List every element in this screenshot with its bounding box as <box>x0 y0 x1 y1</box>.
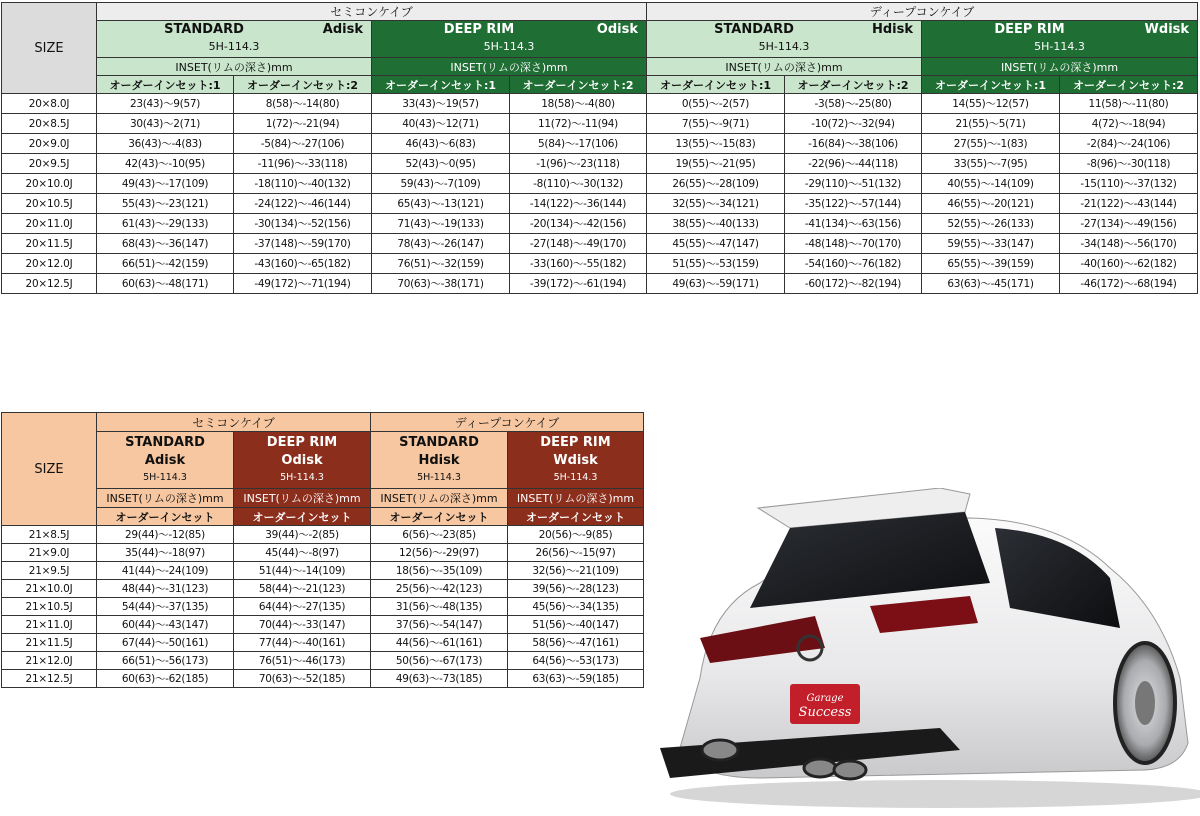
inset-range-cell: 30(43)～2(71) <box>97 114 234 134</box>
table-row <box>2 134 1198 154</box>
inset-range-cell: 37(56)～-54(147) <box>371 616 508 634</box>
model-disk: Hdisk <box>418 453 460 468</box>
inset-range-cell: -21(122)～-43(144) <box>1060 194 1198 214</box>
inset-range-cell: 26(55)～-28(109) <box>647 174 785 194</box>
inset-range-cell: 18(56)～-35(109) <box>371 562 508 580</box>
inset-range-cell: -33(160)～-55(182) <box>510 254 647 274</box>
inset-range-cell: 42(43)～-10(95) <box>97 154 234 174</box>
inset-label: INSET(リムの深さ)mm <box>508 489 644 508</box>
order-inset-1: オーダーインセット:1 <box>647 76 785 94</box>
order-inset: オーダーインセット <box>97 508 234 526</box>
inset-label: INSET(リムの深さ)mm <box>97 489 234 508</box>
inset-range-cell: 64(56)～-53(173) <box>508 652 644 670</box>
inset-range-cell: 38(55)～-40(133) <box>647 214 785 234</box>
inset-range-cell: 58(44)～-21(123) <box>234 580 371 598</box>
inset-range-cell: 39(56)～-28(123) <box>508 580 644 598</box>
inset-label: INSET(リムの深さ)mm <box>234 489 371 508</box>
inset-range-cell: -40(160)～-62(182) <box>1060 254 1198 274</box>
inset-range-cell: 25(56)～-42(123) <box>371 580 508 598</box>
group-deep-concave: ディープコンケイブ <box>647 3 1198 21</box>
inset-range-cell: 65(43)～-13(121) <box>372 194 510 214</box>
inset-range-cell: -49(172)～-71(194) <box>234 274 372 294</box>
inset-range-cell: 71(43)～-19(133) <box>372 214 510 234</box>
size-cell: 20×12.5J <box>2 274 97 294</box>
model-pcd: 5H-114.3 <box>280 472 324 483</box>
size-header: SIZE <box>2 3 97 94</box>
group-semi-concave: セミコンケイブ <box>97 3 647 21</box>
inset-range-cell: 7(55)～-9(71) <box>647 114 785 134</box>
model-pcd: 5H-114.3 <box>143 472 187 483</box>
table-row <box>2 562 644 580</box>
model-name: DEEP RIM <box>443 22 515 37</box>
inset-range-cell: 51(44)～-14(109) <box>234 562 371 580</box>
inset-range-cell: 77(44)～-40(161) <box>234 634 371 652</box>
inset-range-cell: 11(58)～-11(80) <box>1060 94 1198 114</box>
table-body <box>2 94 1198 294</box>
inset-range-cell: 32(56)～-21(109) <box>508 562 644 580</box>
inset-range-cell: -60(172)～-82(194) <box>785 274 922 294</box>
inset-range-cell: 6(56)～-23(85) <box>371 526 508 544</box>
inset-range-cell: 13(55)～-15(83) <box>647 134 785 154</box>
table-row <box>2 154 1198 174</box>
inset-range-cell: 49(43)～-17(109) <box>97 174 234 194</box>
table-row <box>2 598 644 616</box>
inset-range-cell: 12(56)～-29(97) <box>371 544 508 562</box>
model-disk: Wdisk <box>553 453 598 468</box>
car-shadow <box>670 780 1200 808</box>
inset-label: INSET(リムの深さ)mm <box>922 58 1198 76</box>
inset-range-cell: 59(43)～-7(109) <box>372 174 510 194</box>
table-row <box>2 274 1198 294</box>
inset-range-cell: -3(58)～-25(80) <box>785 94 922 114</box>
order-inset-2: オーダーインセット:2 <box>510 76 647 94</box>
inset-range-cell: -15(110)～-37(132) <box>1060 174 1198 194</box>
size-cell: 21×10.5J <box>2 598 97 616</box>
size-cell: 20×10.5J <box>2 194 97 214</box>
inset-range-cell: -54(160)～-76(182) <box>785 254 922 274</box>
table-row <box>2 544 644 562</box>
model-standard-hdisk <box>371 432 508 489</box>
size-cell: 21×8.5J <box>2 526 97 544</box>
inset-range-cell: -37(148)～-59(170) <box>234 234 372 254</box>
inset-range-cell: 35(44)～-18(97) <box>97 544 234 562</box>
table-row <box>2 254 1198 274</box>
plate-line2: Success <box>798 705 852 720</box>
model-disk: Adisk <box>144 453 186 468</box>
size-cell: 20×12.0J <box>2 254 97 274</box>
inset-range-cell: 49(63)～-59(171) <box>647 274 785 294</box>
inset-range-cell: 27(55)～-1(83) <box>922 134 1060 154</box>
model-deeprim-wdisk <box>922 21 1198 58</box>
inset-range-cell: 55(43)～-23(121) <box>97 194 234 214</box>
order-inset: オーダーインセット <box>371 508 508 526</box>
model-pcd: 5H-114.3 <box>208 40 260 53</box>
inset-range-cell: -5(84)～-27(106) <box>234 134 372 154</box>
inset-range-cell: 40(55)～-14(109) <box>922 174 1060 194</box>
inset-range-cell: 19(55)～-21(95) <box>647 154 785 174</box>
inset-label: INSET(リムの深さ)mm <box>97 58 372 76</box>
inset-range-cell: 44(56)～-61(161) <box>371 634 508 652</box>
model-name: DEEP RIM <box>994 22 1065 37</box>
car-wheel <box>1115 643 1175 763</box>
inset-range-cell: -20(134)～-42(156) <box>510 214 647 234</box>
inset-range-cell: 4(72)～-18(94) <box>1060 114 1198 134</box>
inset-range-cell: -27(134)～-49(156) <box>1060 214 1198 234</box>
model-deeprim-odisk <box>372 21 647 58</box>
plate-line1: Garage <box>806 693 844 704</box>
inset-range-cell: 18(58)～-4(80) <box>510 94 647 114</box>
inset-range-cell: 61(43)～-29(133) <box>97 214 234 234</box>
inset-range-cell: 70(44)～-33(147) <box>234 616 371 634</box>
size-cell: 21×10.0J <box>2 580 97 598</box>
inset-range-cell: 70(63)～-52(185) <box>234 670 371 688</box>
inset-range-cell: 54(44)～-37(135) <box>97 598 234 616</box>
inset-range-cell: -8(110)～-30(132) <box>510 174 647 194</box>
table-row <box>2 234 1198 254</box>
table-row <box>2 670 644 688</box>
order-inset-1: オーダーインセット:1 <box>372 76 510 94</box>
inset-range-cell: 32(55)～-34(121) <box>647 194 785 214</box>
table-row <box>2 114 1198 134</box>
model-standard-hdisk <box>647 21 922 58</box>
inset-range-cell: 66(51)～-42(159) <box>97 254 234 274</box>
model-deeprim-wdisk <box>508 432 644 489</box>
size-cell: 20×8.5J <box>2 114 97 134</box>
inset-range-cell: 26(56)～-15(97) <box>508 544 644 562</box>
inset-range-cell: 0(55)～-2(57) <box>647 94 785 114</box>
inset-range-cell: -41(134)～-63(156) <box>785 214 922 234</box>
order-inset: オーダーインセット <box>234 508 371 526</box>
inset-range-cell: -30(134)～-52(156) <box>234 214 372 234</box>
size-cell: 21×11.5J <box>2 634 97 652</box>
inset-range-cell: -34(148)～-56(170) <box>1060 234 1198 254</box>
inset-range-cell: 45(55)～-47(147) <box>647 234 785 254</box>
inset-range-cell: 8(58)～-14(80) <box>234 94 372 114</box>
size-cell: 20×11.0J <box>2 214 97 234</box>
inset-range-cell: 21(55)～5(71) <box>922 114 1060 134</box>
size-cell: 20×11.5J <box>2 234 97 254</box>
model-name: STANDARD <box>714 22 794 37</box>
inset-range-cell: 70(63)～-38(171) <box>372 274 510 294</box>
car-body <box>660 488 1188 779</box>
inset-range-cell: 59(55)～-33(147) <box>922 234 1060 254</box>
inset-range-cell: 41(44)～-24(109) <box>97 562 234 580</box>
size-cell: 20×9.5J <box>2 154 97 174</box>
table-row <box>2 652 644 670</box>
inset-range-cell: 20(56)～-9(85) <box>508 526 644 544</box>
inset-range-cell: 14(55)～12(57) <box>922 94 1060 114</box>
model-name: STANDARD <box>164 22 244 37</box>
model-pcd: 5H-114.3 <box>483 40 535 53</box>
inset-range-cell: 65(55)～-39(159) <box>922 254 1060 274</box>
model-pcd: 5H-114.3 <box>553 472 598 483</box>
model-name: STANDARD <box>125 435 205 450</box>
size-cell: 20×10.0J <box>2 174 97 194</box>
order-inset: オーダーインセット <box>508 508 644 526</box>
inset-range-cell: 60(63)～-62(185) <box>97 670 234 688</box>
inset-range-cell: 11(72)～-11(94) <box>510 114 647 134</box>
table-row <box>2 526 644 544</box>
inset-range-cell: 29(44)～-12(85) <box>97 526 234 544</box>
model-standard-adisk <box>97 21 372 58</box>
model-disk: Odisk <box>281 453 323 468</box>
table-row <box>2 634 644 652</box>
inset-label: INSET(リムの深さ)mm <box>372 58 647 76</box>
model-name: DEEP RIM <box>266 435 338 450</box>
inset-range-cell: 5(84)～-17(106) <box>510 134 647 154</box>
inset-table-20-inch <box>1 2 1198 294</box>
order-inset-2: オーダーインセット:2 <box>1060 76 1198 94</box>
inset-range-cell: -8(96)～-30(118) <box>1060 154 1198 174</box>
inset-range-cell: 78(43)～-26(147) <box>372 234 510 254</box>
model-disk: Hdisk <box>871 22 913 37</box>
model-pcd: 5H-114.3 <box>758 40 810 53</box>
inset-range-cell: 1(72)～-21(94) <box>234 114 372 134</box>
inset-range-cell: 64(44)～-27(135) <box>234 598 371 616</box>
model-disk: Wdisk <box>1144 22 1190 37</box>
size-cell: 21×12.0J <box>2 652 97 670</box>
table-row <box>2 194 1198 214</box>
inset-range-cell: -2(84)～-24(106) <box>1060 134 1198 154</box>
inset-range-cell: 67(44)～-50(161) <box>97 634 234 652</box>
inset-label: INSET(リムの深さ)mm <box>647 58 922 76</box>
inset-range-cell: -1(96)～-23(118) <box>510 154 647 174</box>
model-deeprim-odisk <box>234 432 371 489</box>
table-row <box>2 214 1198 234</box>
size-cell: 20×8.0J <box>2 94 97 114</box>
order-inset-1: オーダーインセット:1 <box>922 76 1060 94</box>
order-inset-2: オーダーインセット:2 <box>785 76 922 94</box>
inset-range-cell: -16(84)～-38(106) <box>785 134 922 154</box>
inset-label: INSET(リムの深さ)mm <box>371 489 508 508</box>
table-row <box>2 174 1198 194</box>
size-cell: 21×9.0J <box>2 544 97 562</box>
inset-range-cell: 60(44)～-43(147) <box>97 616 234 634</box>
inset-range-cell: -14(122)～-36(144) <box>510 194 647 214</box>
model-disk: Odisk <box>596 22 638 37</box>
model-disk: Adisk <box>322 22 363 37</box>
inset-range-cell: 45(44)～-8(97) <box>234 544 371 562</box>
inset-range-cell: -29(110)～-51(132) <box>785 174 922 194</box>
inset-range-cell: -39(172)～-61(194) <box>510 274 647 294</box>
inset-range-cell: -46(172)～-68(194) <box>1060 274 1198 294</box>
inset-range-cell: -11(96)～-33(118) <box>234 154 372 174</box>
order-inset-1: オーダーインセット:1 <box>97 76 234 94</box>
inset-table-21-inch <box>1 412 644 688</box>
inset-range-cell: 46(55)～-20(121) <box>922 194 1060 214</box>
car-photo <box>640 488 1200 816</box>
size-cell: 21×12.5J <box>2 670 97 688</box>
inset-range-cell: 33(55)～-7(95) <box>922 154 1060 174</box>
inset-range-cell: 63(63)～-59(185) <box>508 670 644 688</box>
inset-range-cell: 45(56)～-34(135) <box>508 598 644 616</box>
table-row <box>2 580 644 598</box>
model-pcd: 5H-114.3 <box>1034 40 1085 53</box>
model-standard-adisk <box>97 432 234 489</box>
inset-range-cell: 36(43)～-4(83) <box>97 134 234 154</box>
table-body <box>2 526 644 688</box>
inset-range-cell: 23(43)～9(57) <box>97 94 234 114</box>
inset-range-cell: 58(56)～-47(161) <box>508 634 644 652</box>
order-inset-2: オーダーインセット:2 <box>234 76 372 94</box>
size-cell: 21×11.0J <box>2 616 97 634</box>
inset-range-cell: -10(72)～-32(94) <box>785 114 922 134</box>
model-name: DEEP RIM <box>540 435 611 450</box>
inset-range-cell: 51(55)～-53(159) <box>647 254 785 274</box>
inset-range-cell: -24(122)～-46(144) <box>234 194 372 214</box>
model-name: STANDARD <box>399 435 479 450</box>
inset-range-cell: 49(63)～-73(185) <box>371 670 508 688</box>
inset-range-cell: 52(55)～-26(133) <box>922 214 1060 234</box>
inset-range-cell: 76(51)～-46(173) <box>234 652 371 670</box>
inset-range-cell: 39(44)～-2(85) <box>234 526 371 544</box>
inset-range-cell: 33(43)～19(57) <box>372 94 510 114</box>
inset-range-cell: 66(51)～-56(173) <box>97 652 234 670</box>
inset-range-cell: 60(63)～-48(171) <box>97 274 234 294</box>
inset-range-cell: -35(122)～-57(144) <box>785 194 922 214</box>
group-deep-concave: ディープコンケイブ <box>371 413 644 432</box>
inset-range-cell: 68(43)～-36(147) <box>97 234 234 254</box>
inset-range-cell: 31(56)～-48(135) <box>371 598 508 616</box>
inset-range-cell: 40(43)～12(71) <box>372 114 510 134</box>
inset-range-cell: 46(43)～6(83) <box>372 134 510 154</box>
model-pcd: 5H-114.3 <box>417 472 461 483</box>
size-cell: 21×9.5J <box>2 562 97 580</box>
table-row <box>2 616 644 634</box>
size-cell: 20×9.0J <box>2 134 97 154</box>
size-header: SIZE <box>2 413 97 526</box>
inset-range-cell: 63(63)～-45(171) <box>922 274 1060 294</box>
inset-range-cell: 52(43)～0(95) <box>372 154 510 174</box>
inset-range-cell: 76(51)～-32(159) <box>372 254 510 274</box>
inset-range-cell: -22(96)～-44(118) <box>785 154 922 174</box>
inset-range-cell: 51(56)～-40(147) <box>508 616 644 634</box>
inset-range-cell: -27(148)～-49(170) <box>510 234 647 254</box>
inset-range-cell: -48(148)～-70(170) <box>785 234 922 254</box>
group-semi-concave: セミコンケイブ <box>97 413 371 432</box>
inset-range-cell: 50(56)～-67(173) <box>371 652 508 670</box>
table-row <box>2 94 1198 114</box>
inset-range-cell: -18(110)～-40(132) <box>234 174 372 194</box>
inset-range-cell: -43(160)～-65(182) <box>234 254 372 274</box>
inset-range-cell: 48(44)～-31(123) <box>97 580 234 598</box>
